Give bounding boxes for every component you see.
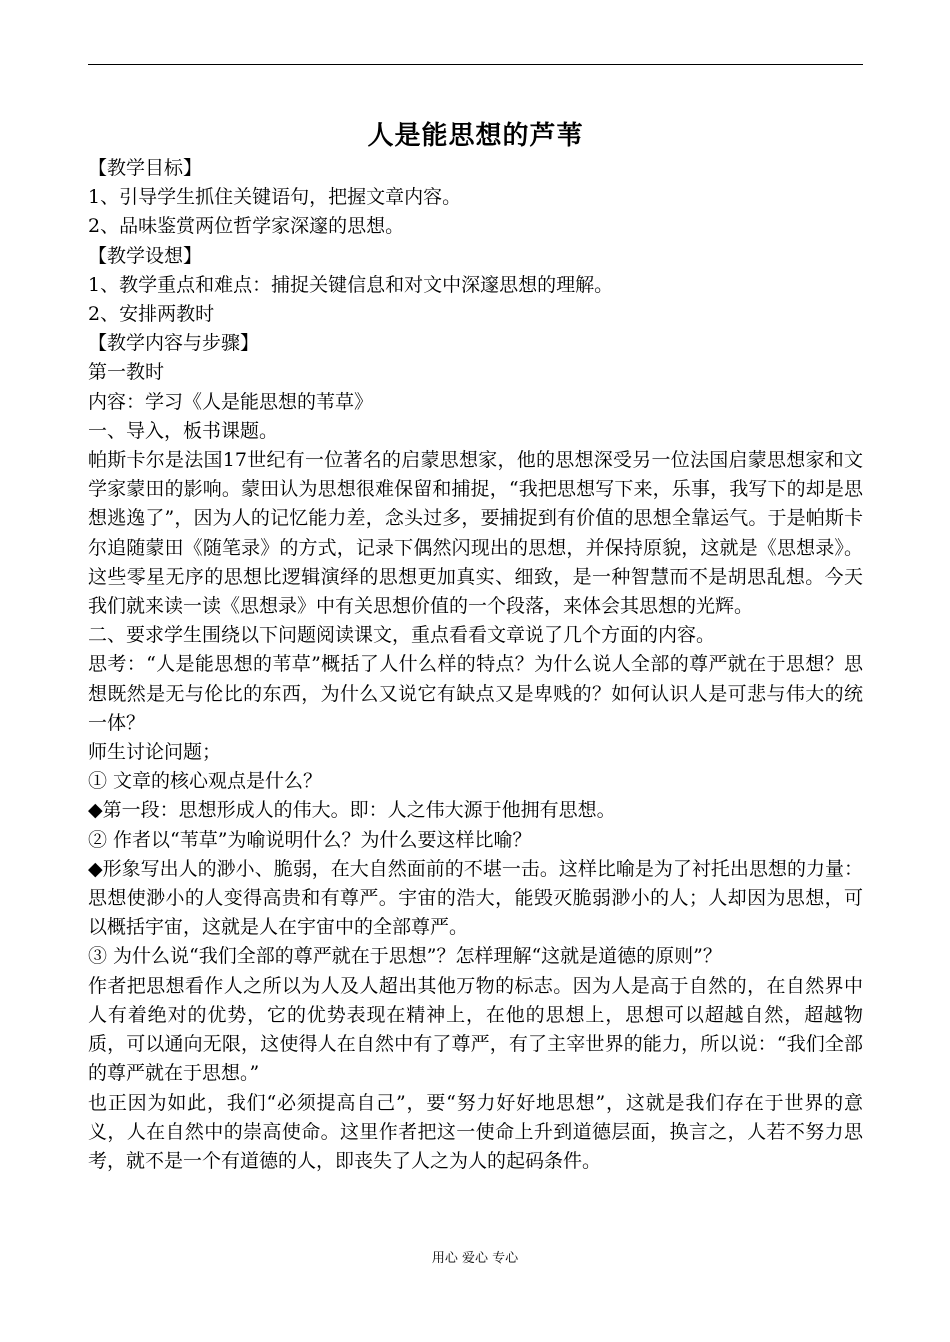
design-item: 2、安排两教时 [88, 303, 215, 326]
body-paragraph: 作者把思想看作人之所以为人及人超出其他万物的标志。因为人是高于自然的，在自然界中人有着绝对的优势，它的优势表现在精神上，在他的思想上，思想可以超越自然，超越物质，可以通向无限，这使得人在自然中有了尊严，有了主宰世界的能力，所以说：“我们全部的尊严就在于思想。” [88, 974, 863, 1085]
question-item: ③ 为什么说“我们全部的尊严就在于思想”？怎样理解“这就是道德的原则”？ [88, 945, 722, 968]
objective-item: 2、品味鉴赏两位哲学家深邃的思想。 [88, 215, 405, 238]
page-footer: 用心 爱心 专心 [431, 1251, 519, 1266]
question-item: ① 文章的核心观点是什么？ [88, 770, 323, 793]
body-paragraph: 帕斯卡尔是法国17世纪有一位著名的启蒙思想家，他的思想深受另一位法国启蒙思想家和文学家蒙田的影响。蒙田认为思想很难保留和捕捉，“我把思想写下来，乐事，我写下的却是思想逃逸了”，因为人的记忆能力差，念头过多，要捕捉到有价值的思想全靠运气。于是帕斯卡尔追随蒙田《随笔录》的方式，记录下偶然闪现出的思想，并保持原貌，这就是《思想录》。这些零星无序的思想比逻辑演绎的思想更加真实、细致，是一种智慧而不是胡思乱想。今天我们就来读一读《思想录》中有关思想价值的一个段落，来体会其思想的光辉。 [88, 449, 863, 618]
section-heading-design: 【教学设想】 [88, 244, 203, 267]
step-heading: 二、要求学生围绕以下问题阅读课文，重点看看文章说了几个方面的内容。 [88, 624, 716, 647]
question-item: ② 作者以“苇草”为喻说明什么？为什么要这样比喻？ [88, 828, 532, 851]
objective-item: 1、引导学生抓住关键语句，把握文章内容。 [88, 186, 462, 209]
answer-item: ◆第一段：思想形成人的伟大。即：人之伟大源于他拥有思想。 [88, 799, 616, 822]
section-heading-objectives: 【教学目标】 [88, 157, 203, 179]
body-paragraph: 思考：“人是能思想的苇草”概括了人什么样的特点？为什么说人全部的尊严就在于思想？思想既然是无与伦比的东西，为什么又说它有缺点又是卑贱的？如何认识人是可悲与伟大的统一体？ [88, 653, 863, 734]
body-paragraph: 也正因为如此，我们“必须提高自己”，要“努力好好地思想”，这就是我们存在于世界的意义，人在自然中的崇高使命。这里作者把这一使命上升到道德层面，换言之，人若不努力思考，就不是一个有道德的人，即丧失了人之为人的起码条件。 [88, 1091, 863, 1172]
step-heading: 一、导入，板书课题。 [88, 419, 279, 442]
lesson-label: 第一教时 [88, 361, 165, 384]
lesson-content: 内容：学习《人是能思想的苇草》 [88, 390, 374, 413]
header-rule [88, 64, 863, 65]
discussion-label: 师生讨论问题； [88, 741, 222, 764]
section-heading-steps: 【教学内容与步骤】 [88, 332, 260, 355]
design-item: 1、教学重点和难点：捕捉关键信息和对文中深邃思想的理解。 [88, 273, 614, 296]
document-body [88, 154, 863, 1176]
answer-item: ◆形象写出人的渺小、脆弱，在大自然面前的不堪一击。这样比喻是为了衬托出思想的力量：思想使渺小的人变得高贵和有尊严。宇宙的浩大，能毁灭脆弱渺小的人；人却因为思想，可以概括宇宙，这就是人在宇宙中的全部尊严。 [88, 857, 863, 939]
document-title: 人是能思想的芦苇 [367, 121, 584, 151]
